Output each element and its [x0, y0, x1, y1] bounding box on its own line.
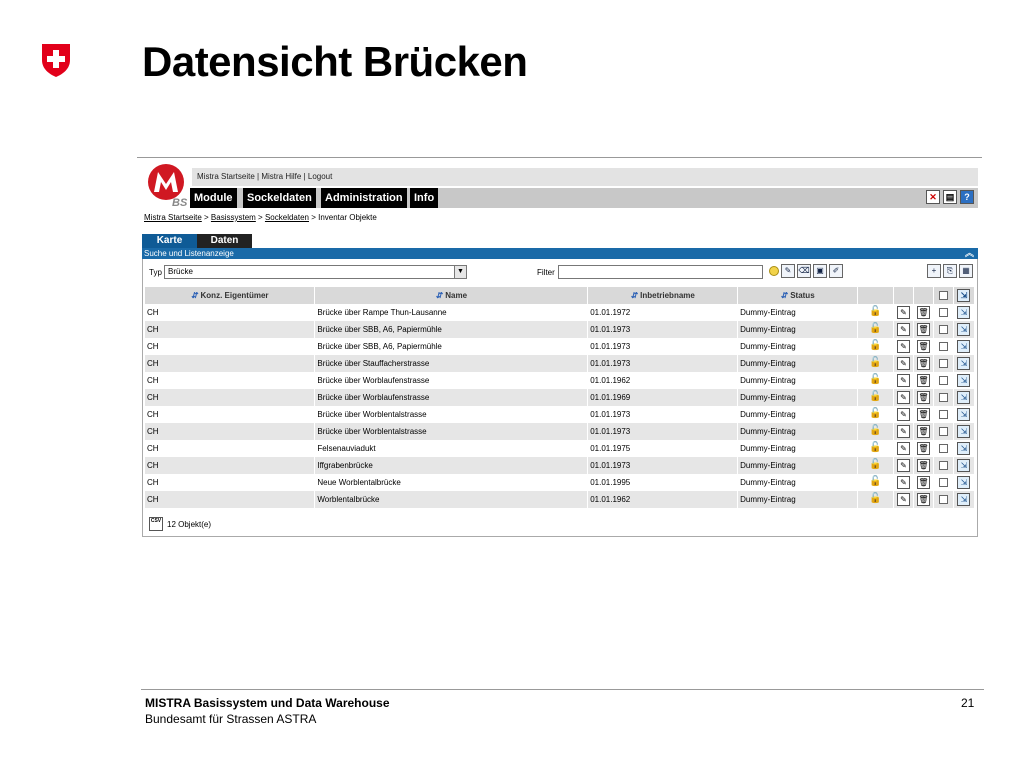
cell-status: Dummy-Eintrag [738, 355, 858, 372]
link-mistra-hilfe[interactable]: Mistra Hilfe [261, 172, 302, 181]
mistra-app [142, 160, 978, 538]
cell-date: 01.01.1972 [588, 304, 738, 321]
print-icon[interactable]: ▤ [943, 190, 957, 204]
table-row[interactable] [145, 491, 975, 508]
cell-date: 01.01.1995 [588, 474, 738, 491]
cell-detail [953, 491, 974, 508]
detail-icon[interactable]: ⇲ [957, 357, 970, 370]
cell-edit [894, 406, 914, 423]
col-header-name[interactable]: ⇵ Name [315, 287, 588, 304]
cell-status: Dummy-Eintrag [738, 423, 858, 440]
table-row[interactable] [145, 423, 975, 440]
csv-export-icon[interactable]: CSV [149, 517, 163, 531]
checkbox-icon[interactable] [939, 393, 948, 402]
col-header-lock [858, 287, 894, 304]
table-row[interactable] [145, 321, 975, 338]
table-row[interactable] [145, 440, 975, 457]
cell-delete [913, 372, 933, 389]
table-row[interactable] [145, 304, 975, 321]
detail-icon[interactable]: ⇲ [957, 340, 970, 353]
cell-date: 01.01.1975 [588, 440, 738, 457]
cell-select [933, 389, 953, 406]
table-row[interactable] [145, 474, 975, 491]
cell-lock [858, 321, 894, 338]
menu-info[interactable]: Info [410, 188, 438, 208]
cell-owner: CH [145, 372, 315, 389]
cell-lock [858, 491, 894, 508]
edit-icon[interactable]: ✎ [897, 357, 910, 370]
col-header-select [933, 287, 953, 304]
cell-lock [858, 389, 894, 406]
checkbox-icon[interactable] [939, 478, 948, 487]
table-row[interactable] [145, 372, 975, 389]
checkbox-icon[interactable] [939, 342, 948, 351]
delete-icon[interactable]: 🗑 [918, 410, 929, 419]
table-row[interactable] [145, 389, 975, 406]
cell-date: 01.01.1962 [588, 491, 738, 508]
cell-delete [913, 355, 933, 372]
cell-delete [913, 474, 933, 491]
menu-administration[interactable]: Administration [321, 188, 407, 208]
lock-icon[interactable]: 🔓 [869, 306, 882, 317]
edit-icon[interactable]: ✎ [897, 425, 910, 438]
checkbox-icon[interactable] [939, 461, 948, 470]
checkbox-icon[interactable] [939, 325, 948, 334]
cell-delete [913, 389, 933, 406]
edit-icon[interactable]: ✎ [897, 442, 910, 455]
link-mistra-startseite[interactable]: Mistra Startseite [197, 172, 255, 181]
cell-edit [894, 355, 914, 372]
delete-icon[interactable]: 🗑 [918, 444, 929, 453]
footer-subtitle: Bundesamt für Strassen ASTRA [145, 712, 317, 726]
cell-detail [953, 389, 974, 406]
lock-icon[interactable]: 🔓 [869, 357, 882, 368]
menu-module[interactable]: Module [190, 188, 237, 208]
cell-select [933, 406, 953, 423]
checkbox-icon[interactable] [939, 410, 948, 419]
detail-icon[interactable]: ⇲ [957, 289, 970, 302]
table-row[interactable] [145, 338, 975, 355]
footer-title: MISTRA Basissystem und Data Warehouse [145, 696, 390, 710]
tab-daten[interactable]: Daten [197, 234, 252, 248]
lock-icon[interactable]: 🔓 [869, 323, 882, 334]
cell-status: Dummy-Eintrag [738, 304, 858, 321]
checkbox-icon[interactable] [939, 359, 948, 368]
cell-lock [858, 457, 894, 474]
cell-edit [894, 372, 914, 389]
close-icon[interactable]: ✕ [926, 190, 940, 204]
cell-delete [913, 338, 933, 355]
typ-label: Typ [149, 268, 162, 277]
cell-name: Brücke über Rampe Thun-Lausanne [315, 304, 588, 321]
cell-name: Worblentalbrücke [315, 491, 588, 508]
panel-body [142, 259, 978, 537]
detail-icon[interactable]: ⇲ [957, 391, 970, 404]
select-all-checkbox[interactable] [939, 291, 948, 300]
cell-detail [953, 338, 974, 355]
add-copy-icon[interactable]: ⎘ [943, 264, 957, 278]
cell-select [933, 474, 953, 491]
cell-name: Brücke über SBB, A6, Papiermühle [315, 338, 588, 355]
detail-icon[interactable]: ⇲ [957, 476, 970, 489]
cell-edit [894, 474, 914, 491]
col-header-detail [953, 287, 974, 304]
filter-label: Filter [537, 268, 555, 277]
edit-icon[interactable]: ✎ [897, 476, 910, 489]
table-body [145, 304, 975, 508]
edit-icon[interactable]: ✎ [897, 459, 910, 472]
cell-select [933, 423, 953, 440]
detail-icon[interactable]: ⇲ [957, 459, 970, 472]
breadcrumb-current: Inventar Objekte [318, 213, 377, 222]
cell-status: Dummy-Eintrag [738, 457, 858, 474]
lock-icon[interactable]: 🔓 [869, 374, 882, 385]
typ-select-value: Brücke [168, 267, 193, 276]
delete-icon[interactable]: 🗑 [918, 427, 929, 436]
cell-detail [953, 406, 974, 423]
cell-detail [953, 372, 974, 389]
delete-icon[interactable]: 🗑 [918, 393, 929, 402]
sort-icon: ⇵ [190, 291, 198, 300]
delete-icon[interactable]: 🗑 [918, 342, 929, 351]
detail-icon[interactable]: ⇲ [957, 493, 970, 506]
cell-lock [858, 440, 894, 457]
cell-lock [858, 372, 894, 389]
cell-edit [894, 457, 914, 474]
cell-date: 01.01.1973 [588, 406, 738, 423]
edit-icon[interactable]: ✎ [897, 493, 910, 506]
cell-date: 01.01.1973 [588, 423, 738, 440]
cell-detail [953, 355, 974, 372]
checkbox-icon[interactable] [939, 427, 948, 436]
breadcrumb: Mistra Startseite > Basissystem > Sockeldaten > Inventar Objekte [144, 213, 377, 222]
col-header-delete [913, 287, 933, 304]
detail-icon[interactable]: ⇲ [957, 323, 970, 336]
cell-name: Brücke über Worblaufenstrasse [315, 372, 588, 389]
cell-lock [858, 423, 894, 440]
delete-icon[interactable]: 🗑 [918, 478, 929, 487]
cell-edit [894, 440, 914, 457]
cell-status: Dummy-Eintrag [738, 321, 858, 338]
detail-icon[interactable]: ⇲ [957, 425, 970, 438]
cell-select [933, 457, 953, 474]
cell-edit [894, 389, 914, 406]
link-logout[interactable]: Logout [307, 172, 333, 181]
col-header-status[interactable]: ⇵ Status [738, 287, 858, 304]
detail-icon[interactable]: ⇲ [957, 306, 970, 319]
cell-status: Dummy-Eintrag [738, 338, 858, 355]
cell-lock [858, 304, 894, 321]
cell-owner: CH [145, 440, 315, 457]
cell-date: 01.01.1962 [588, 372, 738, 389]
cell-delete [913, 440, 933, 457]
edit-icon[interactable]: ✎ [897, 391, 910, 404]
cell-owner: CH [145, 423, 315, 440]
lock-icon[interactable]: 🔓 [869, 408, 882, 419]
cell-date: 01.01.1973 [588, 355, 738, 372]
detail-icon[interactable]: ⇲ [957, 408, 970, 421]
save-icon[interactable]: ▣ [813, 264, 827, 278]
edit-icon[interactable]: ✎ [897, 374, 910, 387]
cell-edit [894, 491, 914, 508]
detail-icon[interactable]: ⇲ [957, 374, 970, 387]
filter-edit-icon[interactable]: ✐ [829, 264, 843, 278]
cell-detail [953, 321, 974, 338]
filter-input[interactable] [558, 265, 763, 279]
top-links-bar: Mistra Startseite | Mistra Hilfe | Logout [192, 168, 978, 186]
cell-status: Dummy-Eintrag [738, 474, 858, 491]
table-row[interactable] [145, 457, 975, 474]
cell-lock [858, 355, 894, 372]
panel-title: Suche und Listenanzeige [144, 249, 234, 258]
cell-date: 01.01.1973 [588, 338, 738, 355]
table-row[interactable] [145, 355, 975, 372]
sort-icon: ⇵ [435, 291, 443, 300]
edit-icon[interactable]: ✎ [897, 306, 910, 319]
swiss-cross-icon [40, 42, 72, 78]
cell-delete [913, 321, 933, 338]
cell-owner: CH [145, 474, 315, 491]
add-icon[interactable]: + [927, 264, 941, 278]
delete-icon[interactable]: 🗑 [918, 308, 929, 317]
bottom-divider [141, 689, 984, 690]
cell-status: Dummy-Eintrag [738, 389, 858, 406]
logo-text: BS [172, 197, 188, 208]
cell-detail [953, 423, 974, 440]
chevron-down-icon[interactable]: ▼ [454, 266, 466, 278]
cell-lock [858, 474, 894, 491]
slide-title: Datensicht Brücken [142, 38, 528, 85]
edit-icon[interactable]: ✎ [897, 340, 910, 353]
cell-select [933, 372, 953, 389]
toolbar-icons [926, 190, 974, 204]
view-tabs [142, 234, 252, 248]
cell-name: Brücke über Worblentalstrasse [315, 406, 588, 423]
cell-owner: CH [145, 457, 315, 474]
top-divider [137, 157, 982, 158]
cell-select [933, 338, 953, 355]
edit-icon[interactable]: ✎ [897, 323, 910, 336]
cell-date: 01.01.1969 [588, 389, 738, 406]
lock-icon[interactable]: 🔓 [869, 425, 882, 436]
col-header-edit [894, 287, 914, 304]
checkbox-icon[interactable] [939, 308, 948, 317]
cell-name: Brücke über SBB, A6, Papiermühle [315, 321, 588, 338]
menu-sockeldaten[interactable]: Sockeldaten [243, 188, 316, 208]
cell-status: Dummy-Eintrag [738, 440, 858, 457]
filter-icon[interactable]: ✎ [781, 264, 795, 278]
cell-date: 01.01.1973 [588, 457, 738, 474]
cell-edit [894, 321, 914, 338]
sort-icon: ⇵ [780, 291, 788, 300]
lock-icon[interactable]: 🔓 [869, 340, 882, 351]
filter-icons [769, 264, 843, 278]
lock-icon[interactable]: 🔓 [869, 391, 882, 402]
lock-icon[interactable]: 🔓 [869, 476, 882, 487]
cell-name: Brücke über Worblentalstrasse [315, 423, 588, 440]
delete-icon[interactable]: 🗑 [918, 461, 929, 470]
main-menu-bar [190, 188, 978, 208]
cell-delete [913, 304, 933, 321]
cell-delete [913, 406, 933, 423]
cell-select [933, 491, 953, 508]
cell-delete [913, 491, 933, 508]
cell-name: Brücke über Worblaufenstrasse [315, 389, 588, 406]
cell-lock [858, 338, 894, 355]
breadcrumb-basissystem[interactable]: Basissystem [210, 213, 256, 222]
cell-owner: CH [145, 338, 315, 355]
panel-header [142, 248, 978, 259]
detail-icon[interactable]: ⇲ [957, 442, 970, 455]
mistra-logo-icon [146, 162, 190, 208]
delete-icon[interactable]: 🗑 [918, 359, 929, 368]
table-row[interactable] [145, 406, 975, 423]
checkbox-icon[interactable] [939, 376, 948, 385]
delete-icon[interactable]: 🗑 [918, 495, 929, 504]
cell-select [933, 355, 953, 372]
help-icon[interactable]: ? [960, 190, 974, 204]
cell-delete [913, 423, 933, 440]
cell-detail [953, 457, 974, 474]
cell-detail [953, 304, 974, 321]
cell-edit [894, 338, 914, 355]
breadcrumb-mistra-startseite[interactable]: Mistra Startseite [144, 213, 202, 222]
cell-select [933, 440, 953, 457]
cell-select [933, 321, 953, 338]
lock-icon[interactable]: 🔓 [869, 459, 882, 470]
delete-icon[interactable]: 🗑 [918, 376, 929, 385]
cell-owner: CH [145, 321, 315, 338]
cell-edit [894, 423, 914, 440]
lock-icon[interactable]: 🔓 [869, 493, 882, 504]
cell-status: Dummy-Eintrag [738, 491, 858, 508]
cell-edit [894, 304, 914, 321]
object-count: 12 Objekt(e) [167, 519, 212, 529]
checkbox-icon[interactable] [939, 495, 948, 504]
list-action-icons [927, 264, 973, 278]
collapse-icon[interactable]: ︽ [964, 248, 974, 258]
cell-name: Brücke über Stauffacherstrasse [315, 355, 588, 372]
edit-icon[interactable]: ✎ [897, 408, 910, 421]
lock-icon[interactable]: 🔓 [869, 442, 882, 453]
breadcrumb-sockeldaten[interactable]: Sockeldaten [264, 213, 309, 222]
cell-name: Felsenauviadukt [315, 440, 588, 457]
cell-name: Neue Worblentalbrücke [315, 474, 588, 491]
objects-table [145, 287, 975, 508]
page-number: 21 [961, 696, 975, 710]
typ-select[interactable] [164, 265, 467, 279]
cell-date: 01.01.1973 [588, 321, 738, 338]
cell-owner: CH [145, 491, 315, 508]
tab-karte[interactable]: Karte [142, 234, 197, 248]
cell-name: Iffgrabenbrücke [315, 457, 588, 474]
checkbox-icon[interactable] [939, 444, 948, 453]
cell-status: Dummy-Eintrag [738, 372, 858, 389]
cell-owner: CH [145, 355, 315, 372]
delete-icon[interactable]: 🗑 [918, 325, 929, 334]
cell-detail [953, 474, 974, 491]
cell-owner: CH [145, 304, 315, 321]
filter-delete-icon[interactable]: ⌫ [797, 264, 811, 278]
table-header-row [145, 287, 975, 304]
col-header-owner[interactable]: ⇵ Konz. Eigentümer [145, 287, 315, 304]
cell-status: Dummy-Eintrag [738, 406, 858, 423]
col-header-date[interactable]: ⇵ Inbetriebname [588, 287, 738, 304]
cell-owner: CH [145, 389, 315, 406]
list-footer [149, 517, 211, 531]
cell-owner: CH [145, 406, 315, 423]
cell-select [933, 304, 953, 321]
cell-lock [858, 406, 894, 423]
layout-icon[interactable]: ▦ [959, 264, 973, 278]
cell-detail [953, 440, 974, 457]
cell-delete [913, 457, 933, 474]
search-bulb-icon[interactable] [769, 266, 779, 276]
sort-icon: ⇵ [630, 291, 638, 300]
